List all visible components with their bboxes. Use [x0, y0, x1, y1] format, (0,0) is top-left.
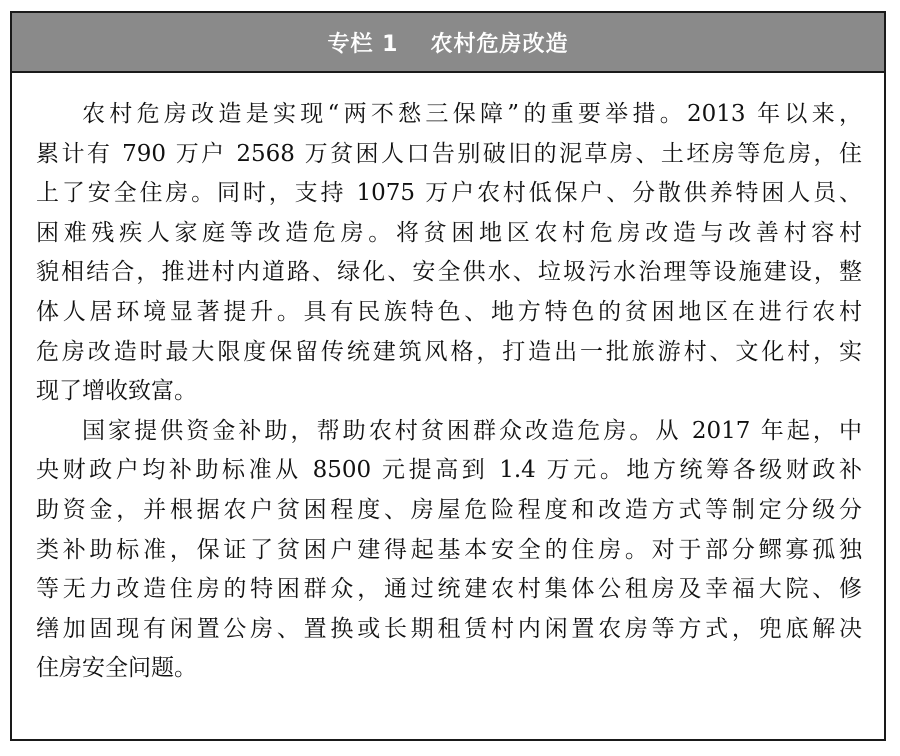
- paragraph-line: 农村危房改造是实现“两不愁三保障”的重要举措。2013 年以来，: [82, 101, 862, 127]
- column-label: 专栏 1: [327, 31, 399, 57]
- paragraph-line: 体人居环境显著提升。具有民族特色、地方特色的贫困地区在进行农村: [36, 298, 862, 325]
- paragraph-line: 貌相结合，推进村内道路、绿化、安全供水、垃圾污水治理等设施建设，整: [36, 259, 862, 286]
- paragraph-line: 困难残疾人家庭等改造危房。将贫困地区农村危房改造与改善村容村: [36, 219, 862, 246]
- paragraph-line: 现了增收致富。: [36, 378, 197, 405]
- paragraph-2: [36, 412, 862, 689]
- paragraph-line: 危房改造时最大限度保留传统建筑风格，打造出一批旅游村、文化村，实: [36, 338, 862, 365]
- paragraph-line: 央财政户均补助标准从 8500 元提高到 1.4 万元。地方统筹各级财政补: [36, 457, 862, 484]
- paragraph-line: 助资金，并根据农户贫困程度、房屋危险程度和改造方式等制定分级分: [36, 496, 862, 523]
- paragraph-line: 国家提供资金补助，帮助农村贫困群众改造危房。从 2017 年起，中: [82, 417, 862, 444]
- column-body: [12, 73, 884, 689]
- paragraph-line: 累计有 790 万户 2568 万贫困人口告别破旧的泥草房、土坯房等危房，住: [36, 140, 862, 167]
- paragraph-line: 缮加固现有闲置公房、置换或长期租赁村内闲置农房等方式，兜底解决: [36, 615, 862, 642]
- paragraph-line: 住房安全问题。: [36, 655, 197, 682]
- column-header: [12, 13, 884, 73]
- paragraph-1: [36, 95, 862, 412]
- column-title: 农村危房改造: [430, 31, 569, 57]
- paragraph-line: 类补助标准，保证了贫困户建得起基本安全的住房。对于部分鳏寡孤独: [36, 536, 862, 563]
- column-box: [10, 11, 886, 741]
- paragraph-line: 上了安全住房。同时，支持 1075 万户农村低保户、分散供养特困人员、: [36, 180, 862, 207]
- paragraph-line: 等无力改造住房的特困群众，通过统建农村集体公租房及幸福大院、修: [36, 576, 862, 603]
